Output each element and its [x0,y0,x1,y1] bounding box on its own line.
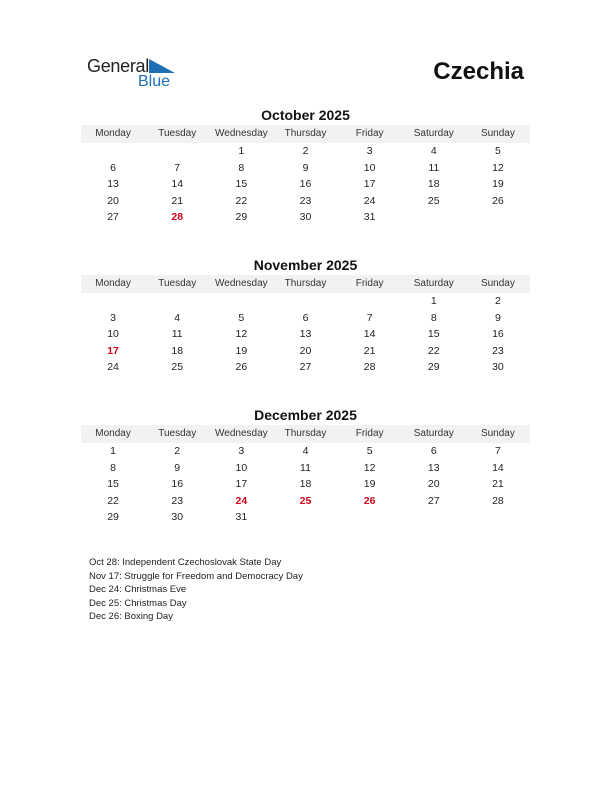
weekday-label: Wednesday [215,428,268,439]
weekday-label: Saturday [413,128,454,139]
day-cell: 13 [299,328,312,341]
day-cell: 21 [363,344,376,357]
day-cell: 24 [363,194,376,207]
day-cell: 25 [171,361,184,374]
empty-day-cell [81,143,145,160]
day-cell: 31 [235,511,248,524]
day-cell: 27 [299,361,312,374]
day-cell: 23 [171,494,184,507]
day-cell: 9 [302,161,309,174]
day-cell: 3 [110,311,116,324]
empty-day-cell [273,293,337,310]
week-row [81,359,530,376]
week-row [81,310,530,327]
weekday-label: Saturday [413,278,454,289]
day-cell: 18 [171,344,184,357]
day-cell: 3 [366,145,373,157]
day-cell: 4 [174,311,181,324]
weekday-label: Friday [355,128,384,139]
day-cell: 2 [494,295,501,307]
empty-day-cell [402,209,466,226]
empty-day-cell [402,509,466,526]
logo-triangle-icon [149,59,175,73]
weekday-label: Wednesday [215,128,268,139]
month-december [81,405,530,526]
day-cell: 17 [107,344,119,357]
weekday-header [81,425,530,443]
week-row [81,143,530,160]
day-cell: 6 [110,161,116,174]
day-cell: 10 [363,161,376,174]
empty-day-cell [209,293,273,310]
day-cell: 22 [427,344,440,357]
week-row [81,176,530,193]
day-cell: 20 [299,344,312,357]
day-cell: 28 [492,494,504,507]
month-title: November 2025 [253,257,358,273]
holiday-entry: Dec 25: Christmas Day [89,597,187,609]
empty-day-cell [273,509,337,526]
weekday-label: Monday [95,428,131,439]
day-cell: 5 [238,311,245,324]
day-cell: 22 [235,194,248,207]
day-cell: 23 [492,344,504,357]
day-cell: 7 [494,445,501,457]
day-cell: 25 [427,194,440,207]
day-cell: 17 [363,178,376,191]
day-cell: 27 [427,494,440,507]
day-cell: 11 [171,328,183,341]
day-cell: 6 [302,311,309,324]
day-cell: 30 [299,211,312,224]
week-row [81,293,530,310]
weekday-label: Monday [95,128,131,139]
day-cell: 18 [427,178,440,191]
day-cell: 24 [107,361,119,374]
month-november [81,255,530,376]
logo [87,56,187,92]
day-cell: 19 [363,478,376,491]
day-cell: 22 [107,494,119,507]
day-cell: 1 [110,445,116,457]
empty-day-cell [338,509,402,526]
day-cell: 15 [235,178,248,191]
holiday-entry: Dec 26: Boxing Day [89,611,173,623]
day-cell: 15 [427,328,440,341]
day-cell: 29 [427,361,440,374]
day-cell: 21 [171,194,184,207]
day-cell: 5 [494,145,501,157]
country-title: Czechia [433,58,524,85]
day-cell: 18 [299,478,312,491]
week-row [81,509,530,526]
day-cell: 30 [492,361,504,374]
weekday-label: Sunday [480,428,515,439]
weekday-label: Monday [95,278,131,289]
month-october [81,105,530,226]
day-cell: 19 [492,178,504,191]
day-cell: 8 [110,461,116,474]
day-cell: 2 [174,445,181,457]
holiday-list [89,556,303,624]
weekday-label: Tuesday [158,128,197,139]
day-cell: 12 [363,461,376,474]
day-cell: 4 [302,445,309,457]
weekday-label: Thursday [284,278,327,289]
weekday-label: Tuesday [158,278,197,289]
day-cell: 13 [427,461,440,474]
week-row [81,160,530,177]
day-cell: 10 [235,461,248,474]
weekday-header [81,125,530,143]
day-cell: 25 [299,494,312,507]
week-row [81,476,530,493]
day-cell: 12 [235,328,248,341]
weekday-label: Wednesday [215,278,268,289]
day-cell: 26 [363,494,376,507]
day-cell: 14 [492,461,504,474]
day-cell: 23 [299,194,312,207]
day-cell: 28 [363,361,376,374]
day-cell: 9 [494,311,501,324]
weekday-label: Saturday [413,428,454,439]
empty-day-cell [145,293,209,310]
empty-day-cell [145,143,209,160]
day-cell: 27 [107,211,119,224]
day-cell: 16 [299,178,312,191]
month-title: October 2025 [261,107,350,123]
weekday-label: Thursday [284,128,327,139]
week-row [81,326,530,343]
day-cell: 29 [235,211,248,224]
day-cell: 14 [363,328,376,341]
day-cell: 11 [300,461,311,474]
week-row [81,343,530,360]
weekday-header [81,275,530,293]
day-cell: 9 [174,461,181,474]
day-cell: 8 [238,161,245,174]
day-cell: 7 [366,311,373,324]
day-cell: 2 [302,145,309,157]
day-cell: 10 [107,328,119,341]
day-cell: 8 [430,311,437,324]
holiday-entry: Nov 17: Struggle for Freedom and Democracy Day [89,570,303,582]
day-cell: 20 [427,478,440,491]
empty-day-cell [338,293,402,310]
weekday-label: Friday [355,428,384,439]
day-cell: 1 [238,145,245,157]
day-cell: 28 [171,211,184,224]
day-cell: 15 [107,478,119,491]
day-cell: 19 [235,344,248,357]
weekday-label: Sunday [480,278,515,289]
day-cell: 26 [235,361,248,374]
empty-day-cell [466,509,530,526]
week-row [81,209,530,226]
week-row [81,460,530,477]
day-cell: 29 [107,511,119,524]
weekday-label: Friday [355,278,384,289]
day-cell: 20 [107,194,119,207]
weekday-label: Thursday [284,428,327,439]
day-cell: 16 [492,328,504,341]
day-cell: 24 [235,494,248,507]
logo-word-general: General [87,56,149,76]
holiday-entry: Oct 28: Independent Czechoslovak State Day [89,557,282,568]
weekday-label: Sunday [480,128,515,139]
day-cell: 7 [174,161,181,174]
day-cell: 14 [171,178,184,191]
day-cell: 5 [366,445,373,457]
day-cell: 26 [492,194,504,207]
day-cell: 12 [492,161,504,174]
day-cell: 11 [428,161,440,174]
day-cell: 4 [430,145,437,157]
empty-day-cell [466,209,530,226]
day-cell: 16 [171,478,184,491]
day-cell: 13 [107,178,119,191]
day-cell: 17 [235,478,248,491]
weekday-label: Tuesday [158,428,197,439]
month-title: December 2025 [254,407,357,423]
holiday-entry: Dec 24: Christmas Eve [89,584,187,596]
day-cell: 6 [430,445,437,457]
week-row [81,493,530,510]
logo-word-blue: Blue [138,73,171,90]
empty-day-cell [81,293,145,310]
day-cell: 31 [363,211,376,224]
day-cell: 3 [238,445,245,457]
day-cell: 30 [171,511,184,524]
day-cell: 21 [492,478,504,491]
week-row [81,443,530,460]
day-cell: 1 [430,295,437,307]
week-row [81,193,530,210]
